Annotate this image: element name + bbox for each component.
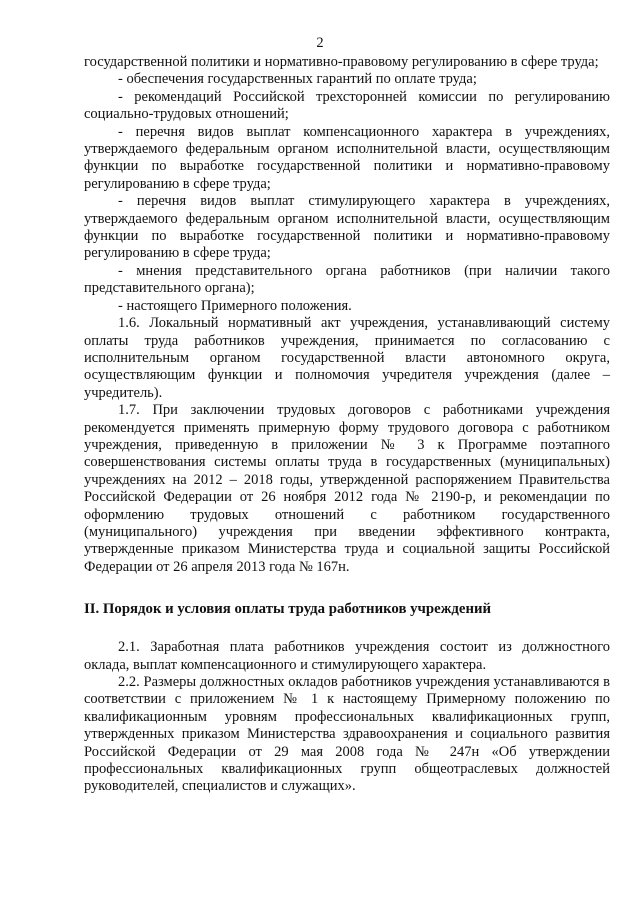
document-body: [84, 54, 610, 796]
clause-2-2: 2.2. Размеры должностных окладов работников учреждения устанавливаются в соответствии с приложением № 1 к настоящему Примерному положению по квалификационным уровням профессиональных квалификационных групп, утвержденных приказом Министерства здравоохранения и социального развития Российской Федерации от 29 мая 2008 года № 247н «Об утверждении профессиональных квалификационных групп общеотраслевых должностей руководителей, специалистов и служащих».: [84, 674, 610, 795]
list-item: - рекомендаций Российской трехсторонней комиссии по регулированию социально-трудовых отношений;: [84, 88, 610, 123]
list-item: - перечня видов выплат компенсационного характера в учреждениях, утверждаемого федеральным органом исполнительной власти, осуществляющим функции по выработке государственной политики и нормативно-правовому регулированию в сфере труда;: [84, 123, 610, 192]
list-item: - мнения представительного органа работников (при наличии такого представительного органа);: [84, 262, 610, 297]
paragraph: государственной политики и нормативно-правовому регулированию в сфере труда;: [84, 54, 599, 70]
clause-1-6: 1.6. Локальный нормативный акт учреждения, устанавливающий систему оплаты труда работников учреждения, принимается по согласованию с исполнительным органом государственной власти автономного округа, осуществляющим функции и полномочия учредителя учреждения (далее – учредитель).: [84, 315, 610, 401]
section-heading: II. Порядок и условия оплаты труда работников учреждений: [84, 601, 492, 618]
list-item: - перечня видов выплат стимулирующего характера в учреждениях, утверждаемого федеральным органом исполнительной власти, осуществляющим функции по выработке государственной политики и нормативно-правовому регулированию в сфере труда;: [84, 193, 610, 262]
list-item: - настоящего Примерного положения.: [118, 297, 352, 314]
clause-2-1: 2.1. Заработная плата работников учреждения состоит из должностного оклада, выплат компенсационного и стимулирующего характера.: [84, 639, 610, 673]
page-number: 2: [316, 35, 324, 51]
list-item: - обеспечения государственных гарантий по оплате труда;: [118, 71, 477, 88]
clause-1-7: 1.7. При заключении трудовых договоров с работниками учреждения рекомендуется применять примерную форму трудового договора с работником учреждения, приведенную в приложении № 3 к Программе поэтапного совершенствования системы оплаты труда в государственных (муниципальных) учреждениях на 2012 – 2018 годы, утвержденной распоряжением Правительства Российской Федерации от 26 ноября 2012 года № 2190-р, и рекомендации по оформлению трудовых отношений с работником государственного (муниципального) учреждения при введении эффективного контракта, утвержденные приказом Министерства труда и социальной защиты Российской Федерации от 26 апреля 2013 года № 167н.: [84, 402, 610, 575]
